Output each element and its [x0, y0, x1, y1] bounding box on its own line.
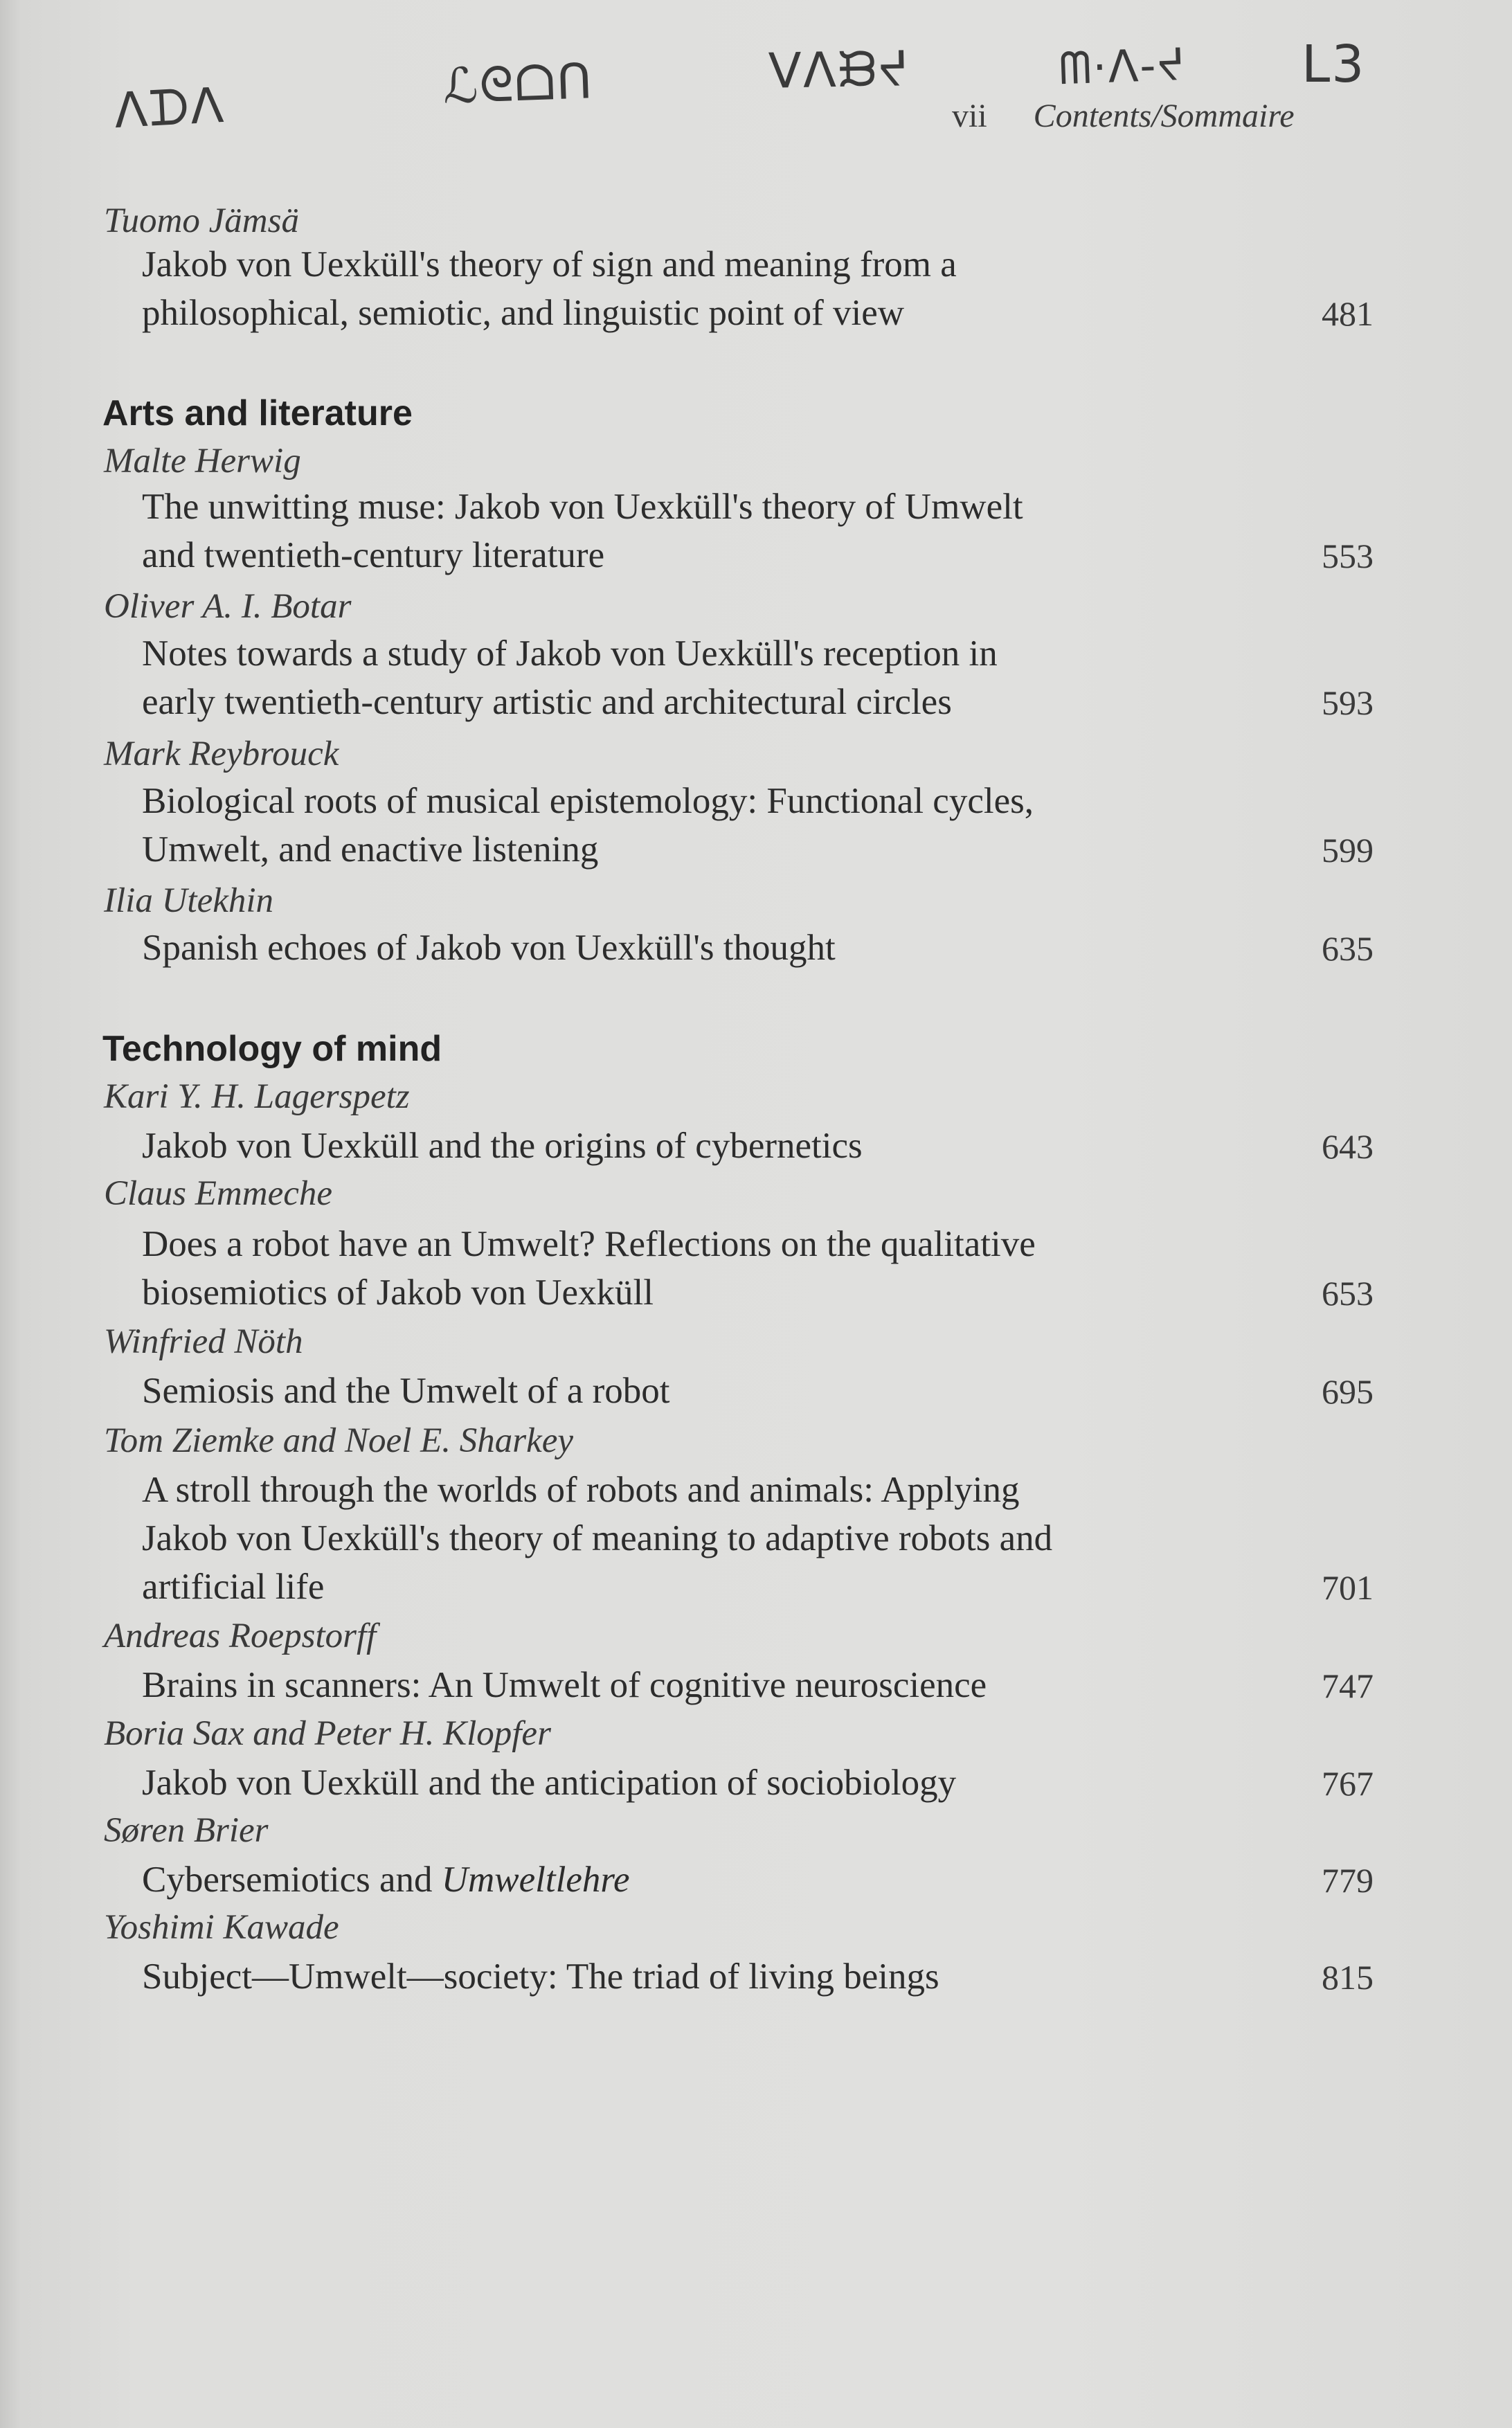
- toc-title-line: Jakob von Uexküll and the anticipation of sociobiology: [142, 1763, 957, 1803]
- toc-author: Tuomo Jämsä: [104, 201, 299, 240]
- toc-title-line: Spanish echoes of Jakob von Uexküll's thought: [142, 928, 836, 968]
- toc-page-number: 599: [1322, 831, 1374, 870]
- toc-author: Søren Brier: [104, 1811, 269, 1850]
- toc-title-line: and twentieth-century literature: [142, 535, 605, 575]
- running-title: Contents/Sommaire: [1033, 98, 1295, 134]
- handwritten-mark: L3: [1302, 35, 1366, 94]
- italic-term: Umweltlehre: [441, 1860, 630, 1900]
- toc-author: Winfried Nöth: [104, 1322, 303, 1361]
- toc-title-line: Notes towards a study of Jakob von Uexküll's reception in: [142, 633, 998, 674]
- toc-title-line: biosemiotics of Jakob von Uexküll: [142, 1273, 654, 1313]
- handwritten-mark: ℒᘓᗝᑎ: [442, 53, 595, 115]
- toc-title-line: A stroll through the worlds of robots and animals: Applying: [142, 1470, 1020, 1510]
- toc-title-line: Subject—Umwelt—society: The triad of living beings: [142, 1957, 939, 1997]
- toc-title-line: Cybersemiotics and Umweltlehre: [142, 1860, 630, 1900]
- toc-title-line: Jakob von Uexküll's theory of sign and meaning from a: [142, 244, 957, 285]
- toc-author: Ilia Utekhin: [104, 881, 274, 920]
- section-heading: Arts and literature: [102, 393, 413, 433]
- toc-page-number: 747: [1322, 1666, 1374, 1705]
- toc-author: Boria Sax and Peter H. Klopfer: [104, 1714, 551, 1753]
- toc-title-line: Semiosis and the Umwelt of a robot: [142, 1371, 670, 1411]
- toc-title-line: The unwitting muse: Jakob von Uexküll's theory of Umwelt: [142, 487, 1023, 527]
- toc-page-number: 695: [1322, 1372, 1374, 1411]
- toc-author: Yoshimi Kawade: [104, 1908, 339, 1947]
- toc-page-number: 653: [1322, 1274, 1374, 1313]
- toc-author: Tom Ziemke and Noel E. Sharkey: [104, 1421, 574, 1460]
- handwritten-mark: ᗰ·ᐱ-ᔪ: [1058, 39, 1187, 96]
- toc-author: Claus Emmeche: [104, 1174, 333, 1213]
- section-heading: Technology of mind: [102, 1029, 442, 1069]
- running-head: [952, 97, 1295, 135]
- toc-title-line: Jakob von Uexküll's theory of meaning to adaptive robots and: [142, 1518, 1053, 1558]
- toc-author: Malte Herwig: [104, 442, 301, 480]
- toc-page-number: 481: [1322, 294, 1374, 333]
- toc-author: Oliver A. I. Botar: [104, 587, 352, 626]
- toc-page-number: 553: [1322, 537, 1374, 575]
- toc-page-number: 767: [1322, 1764, 1374, 1803]
- page-folio: vii: [952, 98, 987, 134]
- toc-page-number: 593: [1322, 683, 1374, 722]
- handwritten-mark: ᐯᐱᙖᔪ: [768, 40, 911, 100]
- toc-title-line: Brains in scanners: An Umwelt of cognitive neuroscience: [142, 1665, 987, 1705]
- toc-title-line: artificial life: [142, 1567, 325, 1607]
- handwritten-mark: ᐱᗪᐱ: [112, 76, 226, 140]
- toc-page-number: 643: [1322, 1127, 1374, 1166]
- toc-title-line: Jakob von Uexküll and the origins of cybernetics: [142, 1126, 863, 1166]
- toc-page-number: 701: [1322, 1568, 1374, 1607]
- toc-title-line: Biological roots of musical epistemology: Functional cycles,: [142, 781, 1034, 821]
- toc-title-line: philosophical, semiotic, and linguistic point of view: [142, 293, 905, 333]
- toc-title-line: Does a robot have an Umwelt? Reflections on the qualitative: [142, 1224, 1036, 1264]
- toc-author: Mark Reybrouck: [104, 735, 339, 773]
- toc-page-number: 635: [1322, 929, 1374, 968]
- toc-author: Kari Y. H. Lagerspetz: [104, 1077, 410, 1116]
- toc-page-number: 815: [1322, 1958, 1374, 1997]
- toc-title-line: early twentieth-century artistic and architectural circles: [142, 682, 952, 722]
- toc-title-line: Umwelt, and enactive listening: [142, 829, 599, 870]
- toc-page-number: 779: [1322, 1861, 1374, 1900]
- toc-author: Andreas Roepstorff: [104, 1617, 377, 1655]
